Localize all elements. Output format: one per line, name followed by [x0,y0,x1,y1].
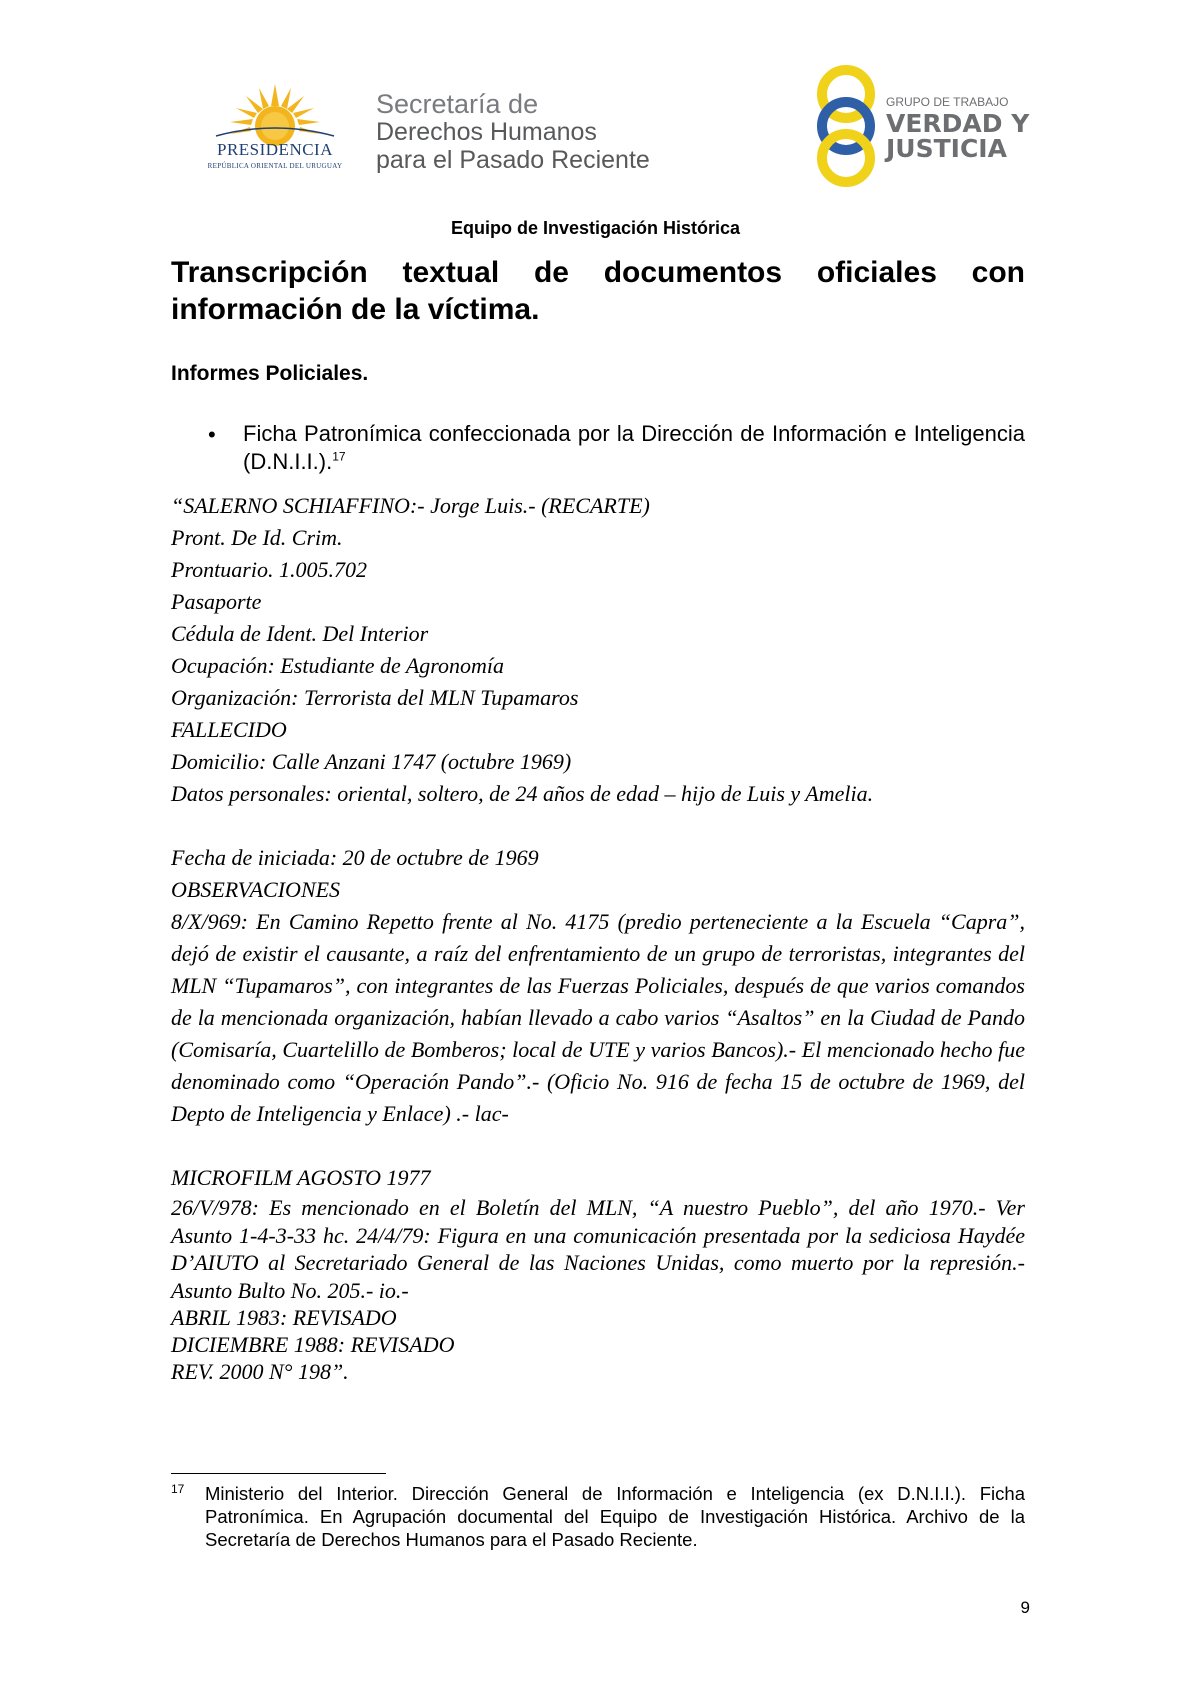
fecha-iniciada: Fecha de iniciada: 20 de octubre de 1969 [171,845,539,870]
footnote-text: Ministerio del Interior. Dirección General de Información e Inteligencia (ex D.N.I.I.). Ficha Patronímica. En Agrupación documental del Equipo de Investigación Histórica. Archivo de la Secretaría de Derechos Humanos para el Pasado Reciente. [205,1483,1025,1550]
revision-line: ABRIL 1983: REVISADO [171,1305,397,1330]
record-line: Cédula de Ident. Del Interior [171,621,429,646]
section-heading: Informes Policiales. [171,362,369,385]
record-line: Pasaporte [171,589,262,614]
microfilm-line: MICROFILM AGOSTO 1977 [171,1165,431,1190]
presidencia-subtitle: REPÚBLICA ORIENTAL DEL URUGUAY [207,162,343,170]
record-line: Ocupación: Estudiante de Agronomía [171,653,505,678]
verdad-justicia-logo [814,64,1030,188]
record-line: Prontuario. 1.005.702 [171,557,367,582]
page-number: 9 [1020,1598,1030,1617]
reference-text: 26/V/978: Es mencionado en el Boletín del MLN, “A nuestro Pueblo”, del año 1970.- Ver Asunto 1-4-3-33 hc. 24/4/79: Figura en una comunicación presentada por la sediciosa Haydée D’AIUTO al Secretariado General de las Naciones Unidas, como muerto por la represión.- Asunto Bulto No. 205.- io.- [171,1195,1025,1303]
footnote-separator [171,1473,386,1474]
interlocked-rings-icon [822,70,870,182]
vj-logo-line-3: JUSTICIA [886,134,1007,163]
secretaria-line-2: Derechos Humanos [376,118,597,146]
bullet-marker: • [208,422,216,447]
document-title: Transcripción textual de documentos oficiales con información de la víctima. [171,256,1025,326]
team-heading: Equipo de Investigación Histórica [450,218,741,238]
footnote-reference: 17 [332,449,346,464]
secretaria-line-1: Secretaría de [376,89,539,119]
bullet-item-text: Ficha Patronímica confeccionada por la Dirección de Información e Inteligencia (D.N.I.I.). [243,421,1025,474]
secretaria-title [376,90,650,174]
revision-line: REV. 2000 N° 198”. [171,1359,349,1384]
bullet-item [243,420,1025,476]
presidencia-logo [196,84,354,176]
presidencia-wordmark: PRESIDENCIA [216,140,333,159]
secretaria-line-3: para el Pasado Reciente [376,146,650,174]
footnote-number: 17 [171,1482,185,1496]
record-line: Datos personales: oriental, soltero, de 24 años de edad – hijo de Luis y Amelia. [171,781,874,806]
vj-logo-line-2: VERDAD Y [886,109,1030,138]
revision-line: DICIEMBRE 1988: REVISADO [171,1332,455,1357]
observaciones-label: OBSERVACIONES [171,877,341,902]
record-line: FALLECIDO [171,717,287,742]
observaciones-text: 8/X/969: En Camino Repetto frente al No. 4175 (predio perteneciente a la Escuela “Capra”, dejó de existir el causante, a raíz del enfrentamiento de un grupo de terroristas, integrantes del MLN “Tupamaros”, con integrantes de las Fuerzas Policiales, después de que varios comandos de la mencionada organización, habían llevado a cabo varios “Asaltos” en la Ciudad de Pando (Comisaría, Cuartelillo de Bomberos; local de UTE y varios Bancos).- El mencionado hecho fue denominado como “Operación Pando”.- (Oficio No. 916 de fecha 15 de octubre de 1969, del Depto de Inteligencia y Enlace) .- lac- [171,909,1025,1126]
record-line: Pront. De Id. Crim. [171,525,343,550]
record-line: Domicilio: Calle Anzani 1747 (octubre 1969) [171,749,572,774]
record-line: “SALERNO SCHIAFFINO:- Jorge Luis.- (RECARTE) [171,493,650,518]
record-line: Organización: Terrorista del MLN Tupamaros [171,685,579,710]
vj-logo-line-1: GRUPO DE TRABAJO [886,95,1009,109]
